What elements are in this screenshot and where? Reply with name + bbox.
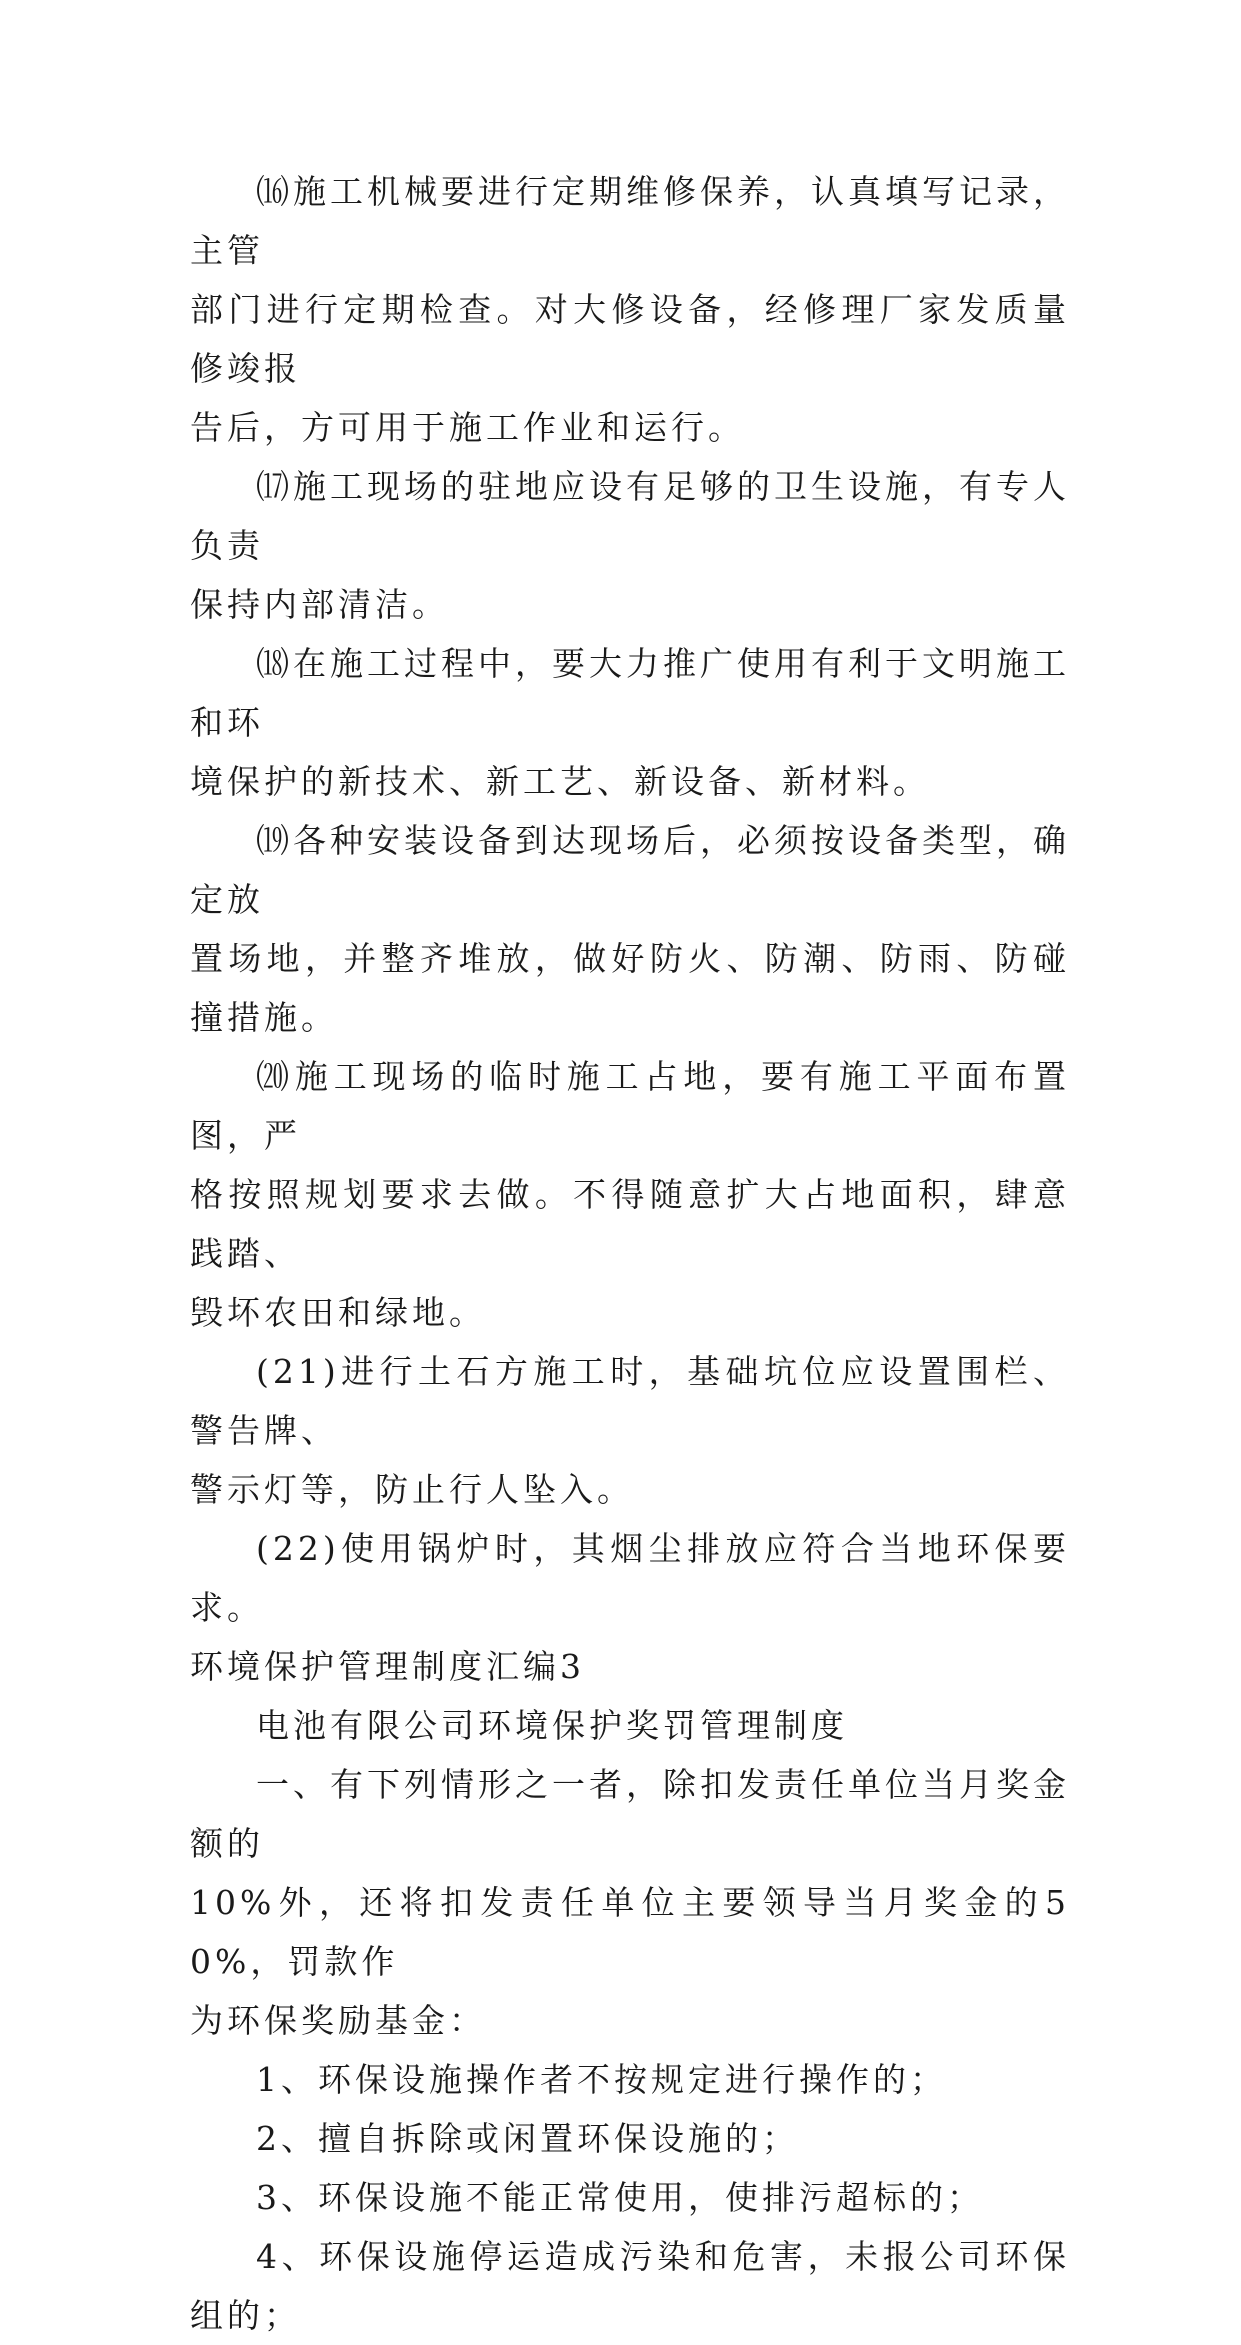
clause-one xyxy=(190,1755,1070,2050)
section-title: 环境保护管理制度汇编3 xyxy=(190,1647,585,1686)
paragraph-19 xyxy=(190,811,1070,1047)
paragraph-22 xyxy=(190,1519,1070,1637)
text-line: 部门进行定期检查。对大修设备，经修理厂家发质量修竣报 xyxy=(190,290,1070,388)
paragraph-21 xyxy=(190,1342,1070,1519)
text-line: 一、有下列情形之一者，除扣发责任单位当月奖金额的 xyxy=(190,1765,1070,1863)
text-line: ⒇施工现场的临时施工占地，要有施工平面布置图，严 xyxy=(190,1057,1070,1155)
text-line: 3、环保设施不能正常使用，使排污超标的； xyxy=(256,2178,984,2217)
text-line: 告后，方可用于施工作业和运行。 xyxy=(190,408,745,447)
text-line: ⒅在施工过程中，要大力推广使用有利于文明施工和环 xyxy=(190,644,1070,742)
section-heading xyxy=(190,1637,1070,1696)
text-line: (22)使用锅炉时，其烟尘排放应符合当地环保要求。 xyxy=(190,1529,1070,1627)
text-line: 毁坏农田和绿地。 xyxy=(190,1293,486,1332)
text-line: 10%外，还将扣发责任单位主要领导当月奖金的50%，罚款作 xyxy=(190,1883,1070,1981)
list-item-3 xyxy=(190,2168,1070,2227)
text-line: 格按照规划要求去做。不得随意扩大占地面积，肆意践踏、 xyxy=(190,1175,1070,1273)
text-line: ⒃施工机械要进行定期维修保养，认真填写记录，主管 xyxy=(190,172,1070,270)
text-line: 2、擅自拆除或闲置环保设施的； xyxy=(256,2119,799,2158)
paragraph-17 xyxy=(190,457,1070,634)
list-item-1 xyxy=(190,2050,1070,2109)
list-item-2 xyxy=(190,2109,1070,2168)
list-item-4 xyxy=(190,2227,1070,2345)
text-line: ⒆各种安装设备到达现场后，必须按设备类型，确定放 xyxy=(190,821,1070,919)
text-line: ⒄施工现场的驻地应设有足够的卫生设施，有专人负责 xyxy=(190,467,1070,565)
text-line: 保持内部清洁。 xyxy=(190,585,449,624)
text-line: 境保护的新技术、新工艺、新设备、新材料。 xyxy=(190,762,930,801)
text-line: 警示灯等，防止行人坠入。 xyxy=(190,1470,634,1509)
text-line: 1、环保设施操作者不按规定进行操作的； xyxy=(256,2060,947,2099)
text-line: 为环保奖励基金： xyxy=(190,2001,486,2040)
paragraph-16 xyxy=(190,162,1070,457)
policy-title xyxy=(190,1696,1070,1755)
text-line: (21)进行土石方施工时，基础坑位应设置围栏、警告牌、 xyxy=(190,1352,1070,1450)
policy-title-text: 电池有限公司环境保护奖罚管理制度 xyxy=(256,1706,848,1745)
document-body xyxy=(190,162,1070,2345)
text-line: 4、环保设施停运造成污染和危害，未报公司环保组的； xyxy=(190,2237,1070,2335)
paragraph-18 xyxy=(190,634,1070,811)
paragraph-20 xyxy=(190,1047,1070,1342)
text-line: 置场地，并整齐堆放，做好防火、防潮、防雨、防碰撞措施。 xyxy=(190,939,1070,1037)
